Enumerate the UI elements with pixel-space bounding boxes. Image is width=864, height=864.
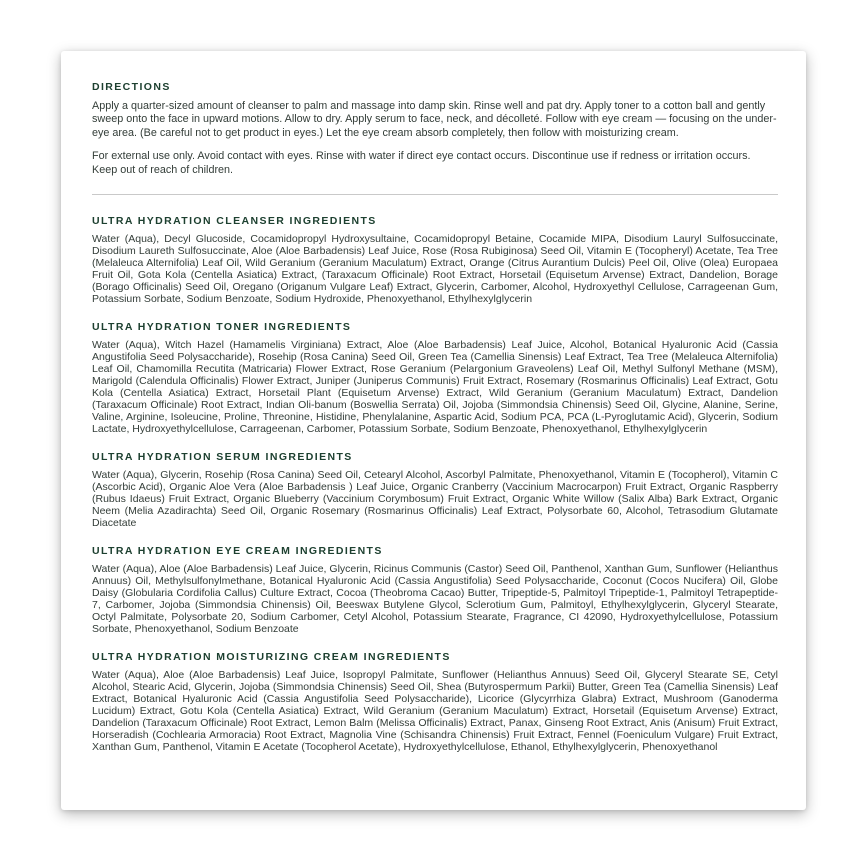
- moisturizing-cream-ingredients-text: Water (Aqua), Aloe (Aloe Barbadensis) Leaf Juice, Isopropyl Palmitate, Sunflower (Helianthus Annuus) Seed Oil, Glyceryl Stearate SE, Cetyl Alcohol, Stearic Acid, Glycerin, Jojoba (Simmondsia Chinensis) Seed Oil, Shea (Butyrospermum Parkii) Butter, Green Tea (Camellia Sinensis) Leaf Extract, Botanical Hyaluronic Acid (Cassia Angustifolia Seed Polysaccharide), Licorice (Glycyrrhiza Glabra) Extract, Mushroom (Ganoderma Lucidum) Extract, Gotu Kola (Centella Asiatica) Extract, Wild Geranium (Geranium Maculatum) Extract, Horsetail (Equisetum Arvense) Extract, Dandelion (Taraxacum Officinale) Root Extract, Lemon Balm (Melissa Officinalis) Extract, Panax, Ginseng Root Extract, Anis (Anisum) Fruit Extract, Horseradish (Cochlearia Armoracia) Root Extract, Magnolia Vine (Schisandra Chinensis) Fruit Extract, Fennel (Foeniculum Vulgare) Fruit Extract, Xanthan Gum, Panthenol, Vitamin E Acetate (Tocopherol Acetate), Hydroxyethylcellulose, Ethanol, Ethylhexylglycerin, Phenoxyethanol: [92, 669, 778, 754]
- cleanser-ingredients-heading: ULTRA HYDRATION CLEANSER INGREDIENTS: [92, 215, 377, 228]
- eye-cream-ingredients-section: [92, 545, 778, 635]
- directions-heading: DIRECTIONS: [92, 81, 171, 93]
- serum-ingredients-text: Water (Aqua), Glycerin, Rosehip (Rosa Canina) Seed Oil, Cetearyl Alcohol, Ascorbyl Palmitate, Phenoxyethanol, Vitamin E (Tocopherol), Vitamin C (Ascorbic Acid), Organic Aloe Vera (Aloe Barbadensis ) Leaf Juice, Organic Cranberry (Vaccinium Macrocarpon) Fruit Extract, Organic Raspberry (Rubus Idaeus) Fruit Extract, Organic Blueberry (Vaccinium Corymbosum) Fruit Extract, Organic White Willow (Salix Alba) Bark Extract, Organic Neem (Melia Azadirachta) Seed Oil, Organic Rosemary (Rosmarinus Officinalis) Leaf Extract, Polysorbate 60, Alcohol, Tetrasodium Glutamate Diacetate: [92, 469, 778, 530]
- cleanser-ingredients-text: Water (Aqua), Decyl Glucoside, Cocamidopropyl Hydroxysultaine, Cocamidopropyl Betaine, Cocamide MIPA, Disodium Lauryl Sulfosuccinate, Disodium Laureth Sulfosuccinate, Aloe (Aloe Barbadensis) Leaf Juice, Rose (Rosa Rubiginosa) Seed Oil, Vitamin E (Tocopheryl) Acetate, Tea Tree (Melaleuca Alternifolia) Leaf Oil, Wild Geranium (Geranium Maculatum) Extract, Orange (Citrus Aurantium Dulcis) Peel Oil, Olive (Olea) Europaea Fruit Oil, Gota Kola (Centella Asiatica) Extract, (Taraxacum Officinale) Root Extract, Horsetail (Equisetum Arvense) Extract, Dandelion, Borage (Borago Officinalis) Seed Oil, Oregano (Origanum Vulgare Leaf) Extract, Glycerin, Carbomer, Alcohol, Hydroxyethyl Cellulose, Carrageenan Gum, Potassium Sorbate, Sodium Benzoate, Sodium Hydroxide, Phenoxyethanol, Ethylhexylglycerin: [92, 233, 778, 306]
- toner-ingredients-section: [92, 321, 778, 435]
- moisturizing-cream-ingredients-section: [92, 651, 778, 753]
- toner-ingredients-text: Water (Aqua), Witch Hazel (Hamamelis Virginiana) Extract, Aloe (Aloe Barbadensis) Leaf Juice, Alcohol, Botanical Hyaluronic Acid (Cassia Angustifolia Seed Polysaccharide), Rosehip (Rosa Canina) Seed Oil, Green Tea (Camellia Sinensis) Leaf Extract, Tea Tree (Melaleuca Alternifolia) Leaf Oil, Chamomilla Recutita (Matricaria) Flower Extract, Rose Geranium (Pelargonium Graveolens) Leaf Oil, Methyl Sulfonyl Methane (MSM), Marigold (Calendula Officinalis) Flower Extract, Juniper (Juniperus Communis) Fruit Extract, Rosemary (Rosmarinus Officinalis) Leaf Extract, Gotu Kola (Centella Asiatica) Extract, Horsetail Plant (Equisetum Arvense) Extract, Wild Geranium (Geranium Maculatum) Extract, Dandelion (Taraxacum Officinale) Root Extract, Indian Oli-banum (Boswellia Serrata) Oil, Jojoba (Simmondsia Chinensis) Seed Oil, Glycine, Alanine, Serine, Valine, Arginine, Isoleucine, Proline, Threonine, Histidine, Phenylalanine, Aspartic Acid, Sodium PCA, PCA (L-Pyroglutamic Acid), Glycerin, Sodium Lactate, Hydroxyethylcellulose, Carrageenan, Carbomer, Potassium Sorbate, Sodium Benzoate, Phenoxyethanol, Ethylhexylglycerin: [92, 339, 778, 436]
- toner-ingredients-heading: ULTRA HYDRATION TONER INGREDIENTS: [92, 321, 352, 334]
- directions-warning-text: For external use only. Avoid contact with eyes. Rinse with water if direct eye contact occurs. Discontinue use if redness or irritation occurs. Keep out of reach of children.: [92, 150, 751, 176]
- section-divider: [92, 194, 778, 195]
- eye-cream-ingredients-heading: ULTRA HYDRATION EYE CREAM INGREDIENTS: [92, 545, 383, 558]
- directions-usage-text: Apply a quarter-sized amount of cleanser to palm and massage into damp skin. Rinse well and pat dry. Apply toner to a cotton ball and gently sweep onto the face in upward motions. Allow to dry. Apply serum to face, neck, and décolleté. Follow with eye cream — focusing on the under-eye area. (Be careful not to get product in eyes.) Let the eye cream absorb completely, then follow with moisturizing cream.: [92, 100, 777, 139]
- serum-ingredients-heading: ULTRA HYDRATION SERUM INGREDIENTS: [92, 451, 353, 464]
- moisturizing-cream-ingredients-heading: ULTRA HYDRATION MOISTURIZING CREAM INGREDIENTS: [92, 651, 451, 664]
- serum-ingredients-section: [92, 451, 778, 529]
- eye-cream-ingredients-text: Water (Aqua), Aloe (Aloe Barbadensis) Leaf Juice, Glycerin, Ricinus Communis (Castor) Seed Oil, Panthenol, Xanthan Gum, Sunflower (Helianthus Annuus) Oil, Methylsulfonylmethane, Botanical Hyaluronic Acid (Cassia Angustifolia) Seed Polysaccharide, Coconut (Cocos Nucifera) Oil, Globe Daisy (Globularia Cordifolia Callus) Culture Extract, Cocoa (Theobroma Cacao) Butter, Tripeptide-5, Palmitoyl Tripeptide-1, Palmitoyl Tetrapeptide-7, Carbomer, Jojoba (Simmondsia Chinensis) Oil, Beeswax Butylene Glycol, Sclerotium Gum, Palmitoyl, Ethylhexylglycerin, Glyceryl Stearate, Octyl Palmitate, Polysorbate 20, Sodium Carbomer, Cetyl Alcohol, Potassium Stearate, Fragrance, CI 42090, Hydroxyethylcellulose, Potassium Sorbate, Phenoxyethanol, Sodium Benzoate: [92, 563, 778, 636]
- product-label-card: [61, 51, 806, 810]
- cleanser-ingredients-section: [92, 215, 778, 305]
